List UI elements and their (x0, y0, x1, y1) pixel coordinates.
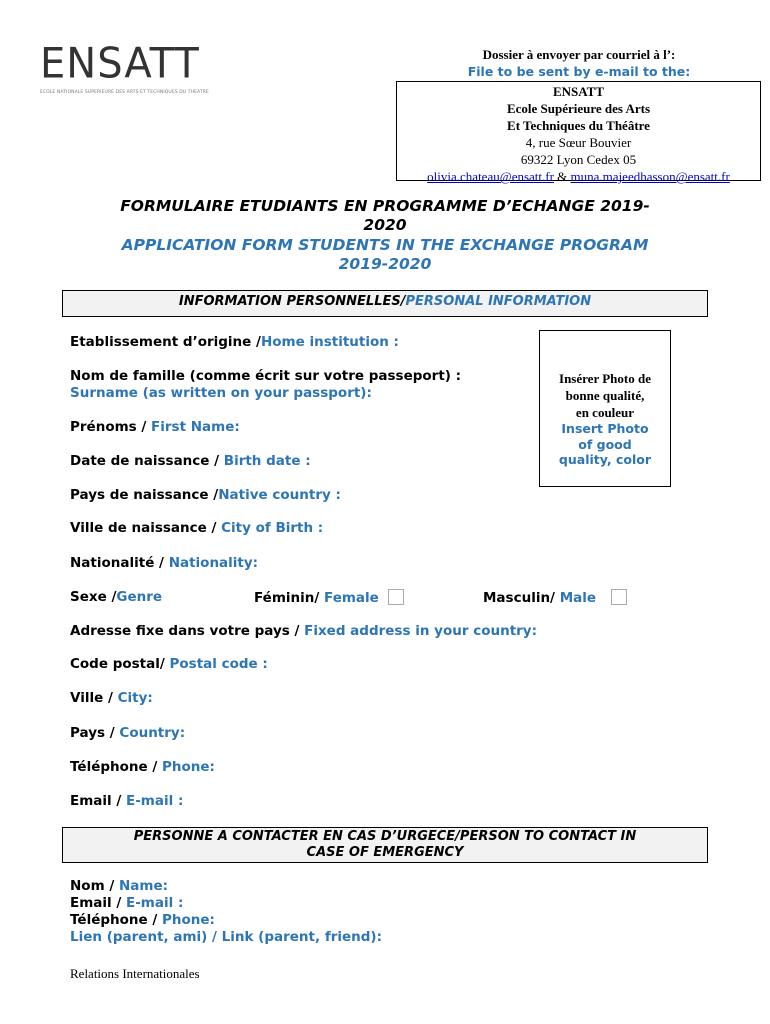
field-label-en: Nationality: (168, 555, 259, 571)
field-label-fr: Nom de famille (comme écrit sur votre passeport) : (70, 368, 462, 384)
field-native-country[interactable] (70, 487, 341, 504)
form-title-fr-line1: FORMULAIRE ETUDIANTS EN PROGRAMME D’ECHANGE 2019- (120, 197, 650, 215)
field-label-fr: Code postal/ (70, 656, 170, 672)
field-home-institution[interactable] (70, 334, 399, 351)
field-label-en: Home institution : (260, 334, 399, 350)
field-label-en: City of Birth : (221, 520, 324, 536)
field-label-en: Postal code : (169, 656, 268, 672)
field-label-en: City: (117, 690, 153, 706)
field-label-fr: Pays / (70, 725, 120, 741)
field-label-en: E-mail : (125, 895, 184, 911)
field-birth-date[interactable] (70, 453, 311, 470)
photo-instruction-fr-2: bonne qualité, (565, 388, 645, 403)
male-checkbox[interactable] (611, 589, 627, 605)
address-line-5: 69322 Lyon Cedex 05 (520, 152, 637, 167)
section-emergency-line2: CASE OF EMERGENCY (306, 845, 464, 860)
option-male-label-fr: Masculin/ (483, 590, 560, 606)
address-line-4: 4, rue Sœur Bouvier (525, 135, 632, 150)
photo-instruction-en-2: of good (578, 436, 632, 452)
photo-instruction-fr-1: Insérer Photo de (559, 371, 651, 386)
field-label-en: Fixed address in your country: (304, 623, 537, 639)
send-instruction-en: File to be sent by e-mail to the: (467, 64, 691, 79)
field-label-fr: Pays de naissance / (70, 487, 219, 503)
field-label-en: Native country : (218, 487, 341, 503)
section-emergency-line1: PERSONNE A CONTACTER EN CAS D’URGECE/PERSON TO CONTACT IN (133, 829, 637, 844)
email-link-olivia[interactable]: olivia.chateau@ensatt.fr (427, 169, 554, 184)
field-email[interactable] (70, 793, 183, 810)
form-title-en-line1: APPLICATION FORM STUDENTS IN THE EXCHANGE PROGRAM (121, 236, 649, 254)
field-label-fr: Ville / (70, 690, 118, 706)
photo-placeholder-box[interactable] (539, 330, 671, 487)
field-label-fr: Adresse fixe dans votre pays / (70, 623, 305, 639)
address-box (396, 81, 761, 184)
field-label-fr: Nom / (70, 878, 119, 894)
field-label-en: Name: (118, 878, 169, 894)
logo-tagline: ECOLE NATIONALE SUPERIEURE DES ARTS ET TECHNIQUES DU THEATRE (40, 90, 209, 95)
field-city[interactable] (70, 690, 153, 707)
emergency-field-phone[interactable] (70, 912, 382, 929)
email-link-muna[interactable]: muna.majeedhasson@ensatt.fr (570, 169, 730, 184)
field-nationality[interactable] (70, 555, 258, 572)
email-separator: & (557, 169, 568, 184)
form-title-en (60, 236, 710, 274)
field-label-fr: Nationalité / (70, 555, 169, 571)
form-title-fr-line2: 2020 (363, 216, 407, 234)
section-emergency-contact (62, 827, 708, 863)
emergency-field-link[interactable]: Lien (parent, ami) / Link (parent, friend): (70, 929, 382, 945)
section-personal-en: PERSONAL INFORMATION (405, 294, 592, 309)
field-label-fr: Date de naissance / (70, 453, 224, 469)
field-label-fr: Email / (70, 793, 126, 809)
send-instruction-fr: Dossier à envoyer par courriel à l’: (482, 47, 676, 62)
address-line-3: Et Techniques du Théâtre (507, 118, 650, 133)
field-first-name[interactable] (70, 419, 240, 436)
option-female-label-fr: Féminin/ (254, 590, 325, 606)
field-fixed-address[interactable] (70, 623, 537, 640)
photo-instruction-en-3: quality, color (558, 452, 652, 467)
section-personal-fr: INFORMATION PERSONNELLES/ (178, 294, 406, 309)
photo-instruction-fr-3: en couleur (575, 405, 635, 420)
footer-text: Relations Internationales (70, 966, 200, 981)
field-label-en: Surname (as written on your passport): (70, 385, 372, 401)
female-checkbox[interactable] (388, 589, 404, 605)
field-city-of-birth[interactable] (70, 520, 323, 537)
section-personal-info (62, 290, 708, 317)
field-postal-code[interactable] (70, 656, 268, 673)
option-male-label-en: Male (559, 590, 597, 606)
field-label-en: Phone: (162, 912, 215, 928)
address-line-2: Ecole Supérieure des Arts (506, 101, 651, 116)
option-female-label-en: Female (324, 590, 379, 606)
field-label-fr: Téléphone / (70, 912, 163, 928)
field-label-en: Phone: (162, 759, 215, 775)
field-phone[interactable] (70, 759, 215, 776)
emergency-field-name[interactable] (70, 878, 382, 895)
form-title-fr (60, 197, 710, 235)
field-label-en: Birth date : (223, 453, 311, 469)
option-female[interactable] (254, 589, 404, 607)
field-sex (70, 589, 162, 606)
address-emails (397, 168, 760, 185)
field-label-fr: Sexe / (70, 589, 117, 605)
field-country[interactable] (70, 725, 185, 742)
field-label-en: Country: (119, 725, 186, 741)
field-surname[interactable] (70, 368, 461, 402)
form-title-en-line2: 2019-2020 (338, 255, 432, 273)
emergency-field-email[interactable] (70, 895, 382, 912)
photo-instruction-en-1: Insert Photo (561, 421, 649, 436)
field-label-fr: Téléphone / (70, 759, 163, 775)
field-label-fr: Prénoms / (70, 419, 152, 435)
address-line-1: ENSATT (552, 84, 605, 99)
option-male[interactable] (483, 589, 627, 607)
field-label-fr: Email / (70, 895, 126, 911)
ensatt-logo (40, 39, 209, 95)
field-label-fr: Etablissement d’origine / (70, 334, 261, 350)
field-label-en: E-mail : (125, 793, 184, 809)
field-label-en: First Name: (151, 419, 240, 435)
field-label-fr: Ville de naissance / (70, 520, 222, 536)
emergency-fields (70, 878, 382, 946)
field-label-en: Genre (116, 589, 163, 605)
logo-wordmark: ENSATT (40, 39, 200, 89)
